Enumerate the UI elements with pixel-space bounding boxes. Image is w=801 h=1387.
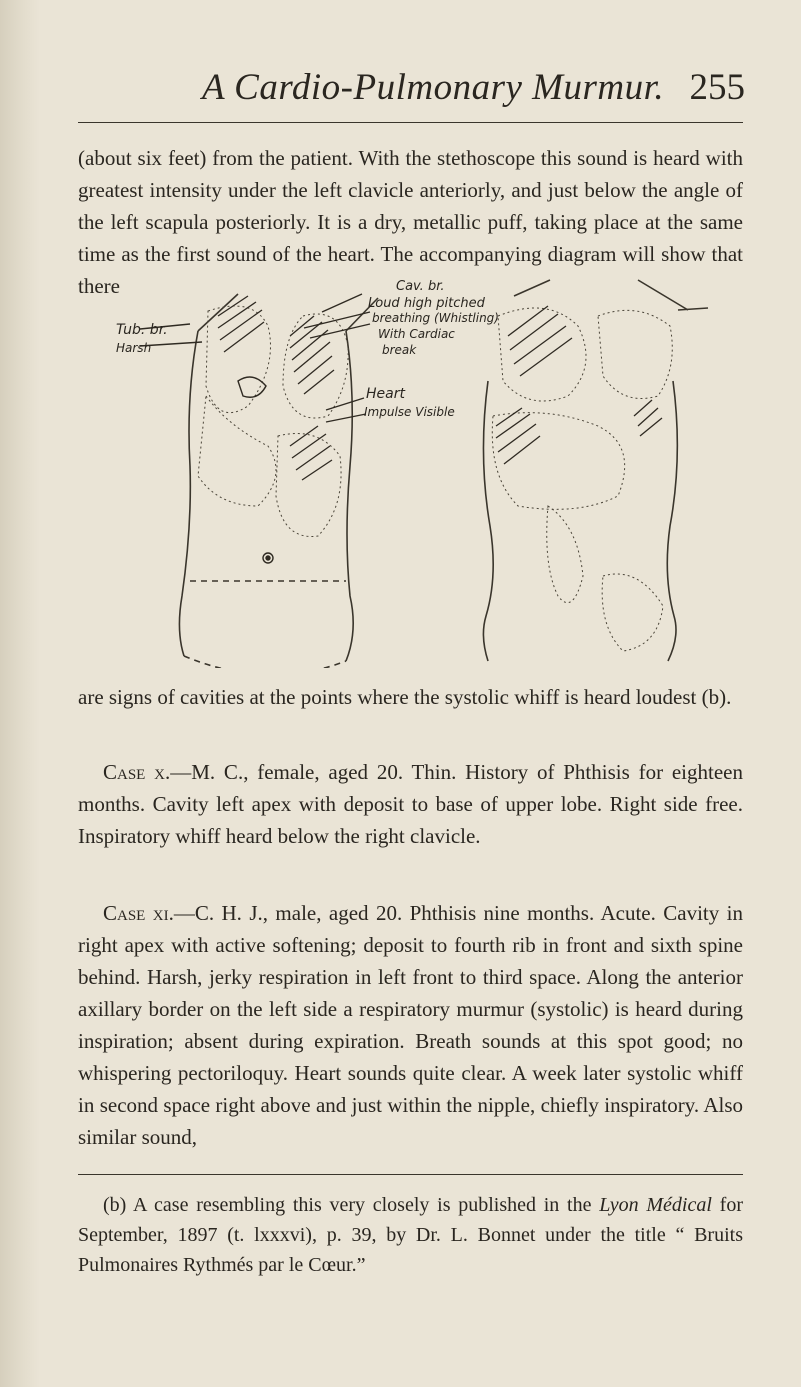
label-cav-br: Cav. br. [396,279,445,294]
label-heart: Heart [366,386,405,402]
case-10 [78,756,743,852]
footnote-text-before: A case resembling this very closely is published in the [126,1194,600,1216]
paragraph-cavities: are signs of cavities at the points where the systolic whiff is heard loudest (b). [78,685,732,709]
case-10-text: —M. C., female, aged 20. Thin. History of Phthisis for eighteen months. Cavity left apex with deposit to base of upper lobe. Right side free. Inspiratory whiff heard below the right clavicle. [78,760,743,848]
footnote-text-after: for September, 1897 (t. lxxxvi), p. 39, by Dr. L. Bonnet under the title “ Bruits Pulmonaires Rythmés par le Cœur.” [78,1194,743,1276]
chest-diagram [78,276,743,668]
footnote-b [78,1190,743,1280]
case-11-label: Case xi. [103,901,174,925]
case-10-label: Case x. [103,760,171,784]
label-breathing: breathing (Whistling) [372,311,499,325]
page-edge-shadow [0,0,40,1387]
label-harsh: Harsh [116,341,152,355]
running-header [0,66,801,126]
footnote-marker: (b) [103,1194,127,1216]
footnote-journal: Lyon Médical [599,1194,712,1216]
label-loud-high-pitched: Loud high pitched [368,296,485,311]
page-number: 255 [689,67,745,108]
front-torso-outline [179,331,198,656]
case-11-text: —C. H. J., male, aged 20. Phthisis nine months. Acute. Cavity in right apex with active softening; deposit to fourth rib in front and sixth spine behind. Harsh, jerky respiration in left front to third space. Along the anterior axillary border on the left side a respiratory murmur (systolic) is heard during inspiration; absent during expiration. Breath sounds at this spot good; no whispering pectoriloquy. Heart sounds quite clear. A week later systolic whiff in second space right above and just within the nipple, chiefly inspiratory. Also similar sound, [78,901,744,1149]
chest-diagram-figure [78,276,743,668]
case-11 [78,897,743,1153]
header-rule [78,122,743,123]
label-with-cardiac: With Cardiac [378,327,455,341]
footnote-rule [78,1174,743,1175]
header-title: A Cardio-Pulmonary Murmur. [202,67,665,108]
label-impulse-visible: Impulse Visible [364,405,455,419]
label-break: break [382,343,417,357]
back-torso-outline [483,381,493,661]
paragraph-intro: (about six feet) from the patient. With the stethoscope this sound is heard with greatest intensity under the left clavicle anteriorly, and just below the angle of the left scapula posteriorly. It is a dry, metallic puff, taking place at the same time as the first sound of the heart. The accompanying diagram will show that there [78,146,743,298]
label-tub-br: Tub. br. [116,322,168,338]
